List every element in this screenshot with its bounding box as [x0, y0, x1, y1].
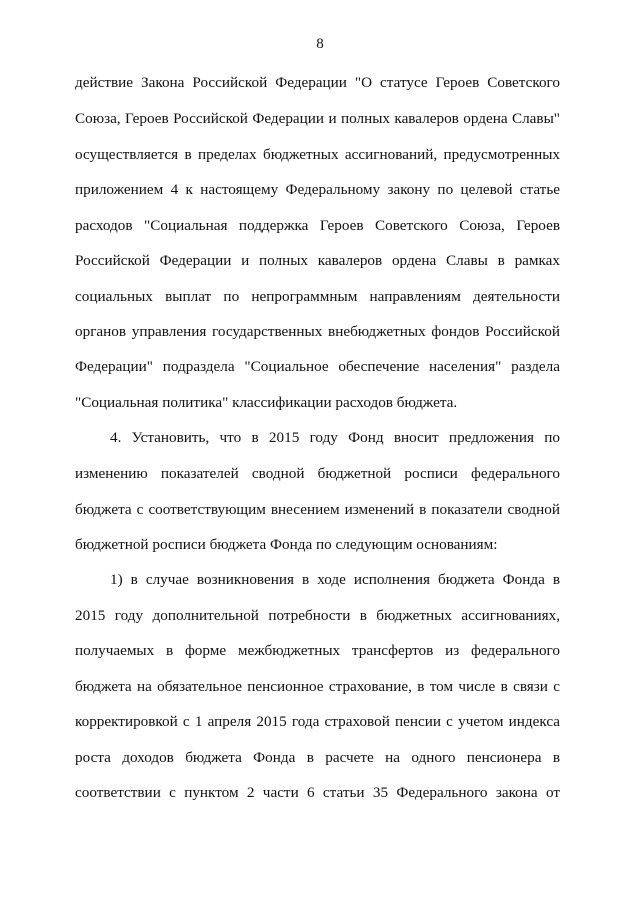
text-line: расходов "Социальная поддержка Героев Советского Союза, Героев: [75, 217, 560, 234]
text-line: органов управления государственных внебюджетных фондов Российской: [75, 323, 560, 340]
text-line: соответствии с пунктом 2 части 6 статьи 35 Федерального закона от: [75, 784, 560, 801]
text-line: 4. Установить, что в 2015 году Фонд вносит предложения по: [110, 429, 560, 446]
text-line: Российской Федерации и полных кавалеров ордена Славы в рамках: [75, 252, 560, 269]
text-line: действие Закона Российской Федерации "О статусе Героев Советского: [75, 74, 560, 91]
text-line: "Социальная политика" классификации расходов бюджета.: [75, 394, 458, 411]
text-line: изменению показателей сводной бюджетной росписи федерального: [75, 465, 560, 482]
text-line: Союза, Героев Российской Федерации и полных кавалеров ордена Славы": [75, 110, 560, 127]
page-number: 8: [316, 36, 324, 52]
text-line: Федерации" подраздела "Социальное обеспечение населения" раздела: [75, 358, 560, 375]
text-line: социальных выплат по непрограммным направлениям деятельности: [75, 288, 560, 305]
text-line: роста доходов бюджета Фонда в расчете на одного пенсионера в: [75, 749, 560, 766]
text-line: осуществляется в пределах бюджетных ассигнований, предусмотренных: [75, 146, 560, 163]
text-line: корректировкой с 1 апреля 2015 года страховой пенсии с учетом индекса: [75, 713, 560, 730]
text-line: получаемых в форме межбюджетных трансфертов из федерального: [75, 642, 560, 659]
text-line: приложением 4 к настоящему Федеральному закону по целевой статье: [75, 181, 560, 198]
text-line: бюджета на обязательное пенсионное страхование, в том числе в связи с: [75, 678, 560, 695]
text-line: бюджета с соответствующим внесением изменений в показатели сводной: [75, 501, 560, 518]
text-line: 2015 году дополнительной потребности в бюджетных ассигнованиях,: [75, 607, 560, 624]
text-line: 1) в случае возникновения в ходе исполнения бюджета Фонда в: [110, 571, 560, 588]
text-line: бюджетной росписи бюджета Фонда по следующим основаниям:: [75, 536, 498, 553]
